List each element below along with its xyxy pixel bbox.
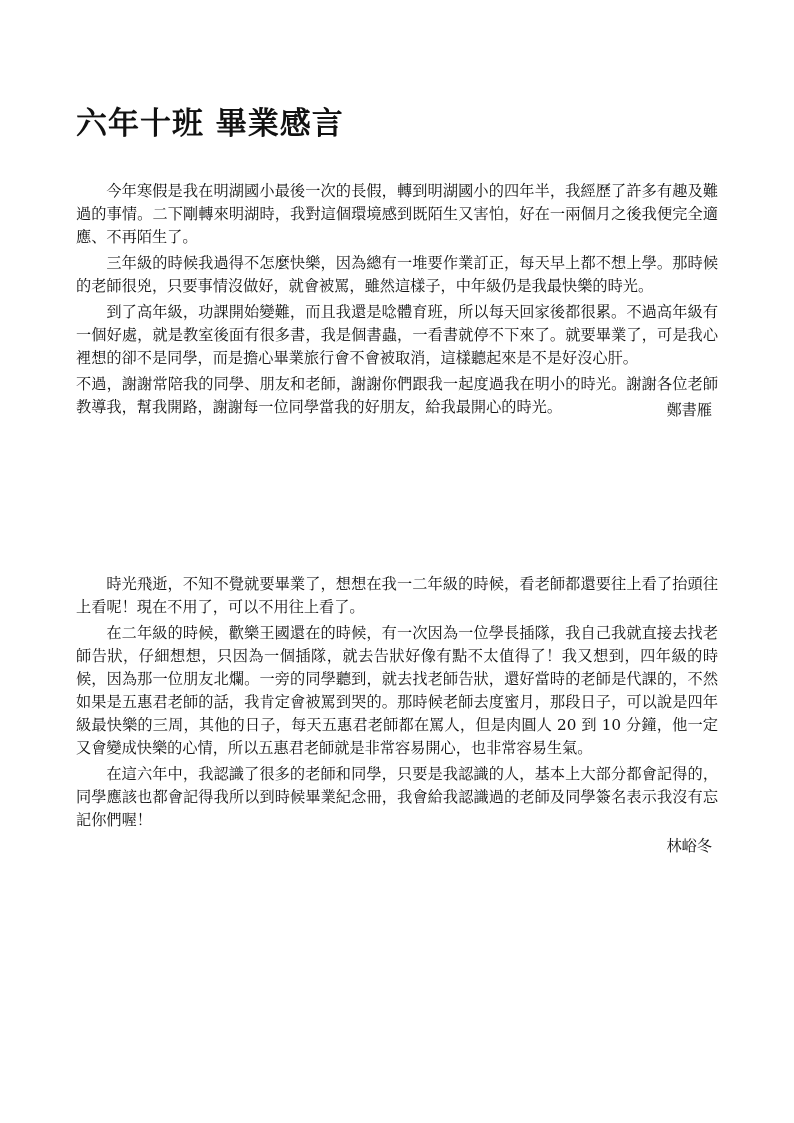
essay-2-author: 林峪冬: [666, 837, 712, 855]
page-title: 六年十班 畢業感言: [76, 106, 344, 142]
essay-2-paragraph-1: 時光飛逝，不知不覺就要畢業了，想想在我一二年級的時候，看老師都還要往上看了抬頭往上看呢！現在不用了，可以不用往上看了。: [76, 575, 718, 616]
essay-2: [76, 573, 718, 858]
essay-1-paragraph-4: 不過，謝謝常陪我的同學、朋友和老師，謝謝你們跟我一起度過我在明小的時光。謝謝各位老師教導我，幫我開路，謝謝每一位同學當我的好朋友，給我最開心的時光。: [76, 375, 718, 416]
essay-1-paragraph-1: 今年寒假是我在明湖國小最後一次的長假，轉到明湖國小的四年半，我經歷了許多有趣及難過的事情。二下剛轉來明湖時，我對這個環境感到既陌生又害怕，好在一兩個月之後我便完全適應、不再陌生了。: [76, 182, 718, 246]
essay-2-paragraph-3: 在這六年中，我認識了很多的老師和同學，只要是我認識的人，基本上大部分都會記得的，同學應該也都會記得我所以到時候畢業紀念冊，我會給我認識過的老師及同學簽名表示我沒有忘記你們喔！: [76, 765, 718, 829]
essay-1-paragraph-3: 到了高年級，功課開始變難，而且我還是唸體育班，所以每天回家後都很累。不過高年級有一個好處，就是教室後面有很多書，我是個書蟲，一看書就停不下來了。就要畢業了，可是我心裡想的卻不是同學，而是擔心畢業旅行會不會被取消，這樣聽起來是不是好沒心肝。: [76, 303, 718, 367]
essay-1-paragraph-2: 三年級的時候我過得不怎麼快樂，因為總有一堆要作業訂正，每天早上都不想上學。那時候的老師很兇，只要事情沒做好，就會被罵，雖然這樣子，中年級仍是我最快樂的時光。: [76, 254, 718, 295]
essay-1-author: 鄭書雁: [666, 401, 712, 419]
essay-2-paragraph-2: 在二年級的時候，歡樂王國還在的時候，有一次因為一位學長插隊，我自己我就直接去找老師告狀，仔細想想，只因為一個插隊，就去告狀好像有點不太值得了！我又想到，四年級的時候，因為那一位朋友北爛。一旁的同學聽到，就去找老師告狀，還好當時的老師是代課的，不然如果是五惠君老師的話，我肯定會被罵到哭的。那時候老師去度蜜月，那段日子，可以說是四年級最快樂的三周，其他的日子，每天五惠君老師都在罵人，但是肉圓人 20 到 10 分鐘，他一定又會變成快樂的心情，所以五惠君老師就是非常容易開心，也非常容易生氣。: [76, 624, 718, 757]
essay-1: [76, 180, 718, 422]
